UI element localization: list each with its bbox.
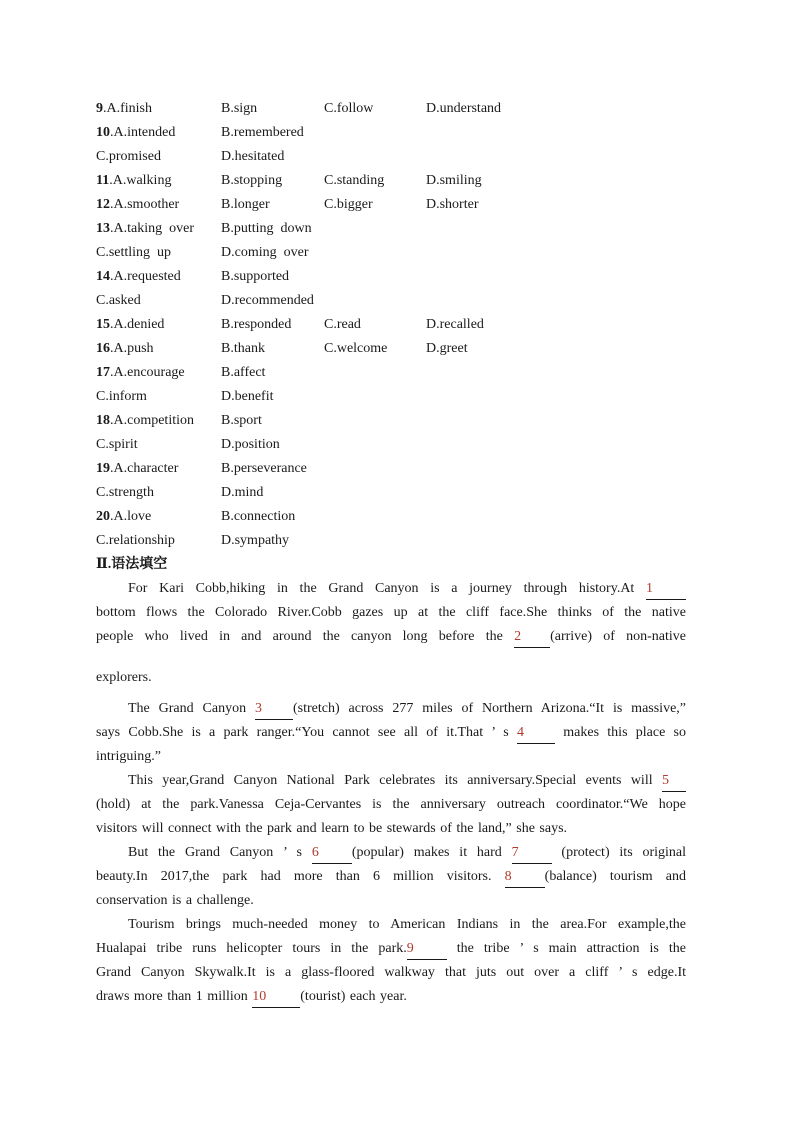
question-number: 17: [96, 365, 110, 380]
passage-line: people who lived in and around the canyon long before the 2 (arrive) of non-native: [96, 625, 686, 649]
option-b: B.longer: [221, 197, 270, 212]
option-b: B.remembered: [221, 125, 304, 140]
answer-blank-4[interactable]: 4: [517, 723, 555, 744]
option-d: D.mind: [221, 485, 264, 500]
answer-blank-1[interactable]: 1: [646, 579, 686, 600]
option-c: C.welcome: [324, 341, 388, 356]
option-a: .A.character: [110, 461, 179, 476]
passage-line: bottom flows the Colorado River.Cobb gazes up at the cliff face.She thinks of the native: [96, 605, 686, 620]
option-b: B.thank: [221, 341, 265, 356]
option-b: B.affect: [221, 365, 266, 380]
option-d: D.greet: [426, 341, 468, 356]
option-a: .A.finish: [103, 101, 152, 116]
option-b: B.responded: [221, 317, 292, 332]
passage-line: For Kari Cobb,hiking in the Grand Canyon is a journey through history.At 1: [128, 577, 686, 601]
option-c: C.follow: [324, 101, 374, 116]
option-a: .A.push: [110, 341, 154, 356]
option-c: C.bigger: [324, 197, 373, 212]
passage-line: beauty.In 2017,the park had more than 6 million visitors. 8 (balance) tourism and: [96, 865, 686, 889]
option-d: D.smiling: [426, 173, 482, 188]
option-a: .A.walking: [109, 173, 172, 188]
option-c: C.strength: [96, 485, 154, 500]
answer-blank-5[interactable]: 5: [662, 771, 686, 792]
option-b: B.putting down: [221, 221, 312, 236]
question-number: 10: [96, 125, 110, 140]
passage-line: This year,Grand Canyon National Park celebrates its anniversary.Special events will 5: [128, 769, 686, 793]
option-c: C.asked: [96, 293, 141, 308]
option-a: .A.denied: [110, 317, 165, 332]
option-c: C.inform: [96, 389, 147, 404]
section-heading: Ⅱ.语法填空: [96, 557, 168, 572]
option-c: C.settling up: [96, 245, 172, 260]
question-number: 14: [96, 269, 110, 284]
passage-line: draws more than 1 million 10 (tourist) each year.: [96, 985, 686, 1009]
passage-line: says Cobb.She is a park ranger.“You cannot see all of it.That ’ s 4 makes this place so: [96, 721, 686, 745]
question-number: 18: [96, 413, 110, 428]
passage-line: visitors will connect with the park and learn to be stewards of the land,” she says.: [96, 821, 568, 836]
question-number: 9: [96, 101, 103, 116]
option-a: .A.competition: [110, 413, 194, 428]
option-c: C.relationship: [96, 533, 175, 548]
passage-line: Tourism brings much-needed money to American Indians in the area.For example,the: [128, 917, 686, 932]
option-c: C.promised: [96, 149, 161, 164]
option-d: D.sympathy: [221, 533, 290, 548]
answer-blank-7[interactable]: 7: [512, 843, 552, 864]
passage-line: But the Grand Canyon ’ s 6 (popular) makes it hard 7 (protect) its original: [128, 841, 686, 865]
option-b: B.sign: [221, 101, 258, 116]
passage-line: Hualapai tribe runs helicopter tours in the park.9 the tribe ’ s main attraction is the: [96, 937, 686, 961]
option-d: D.coming over: [221, 245, 309, 260]
answer-blank-8[interactable]: 8: [505, 867, 545, 888]
question-number: 16: [96, 341, 110, 356]
option-a: .A.love: [110, 509, 152, 524]
passage-line: (hold) at the park.Vanessa Ceja-Cervantes is the anniversary outreach coordinator.“We hope: [96, 797, 686, 812]
option-c: C.standing: [324, 173, 385, 188]
question-number: 13: [96, 221, 110, 236]
option-d: D.recommended: [221, 293, 314, 308]
option-d: D.understand: [426, 101, 502, 116]
option-d: D.hesitated: [221, 149, 285, 164]
option-a: .A.requested: [110, 269, 181, 284]
option-a: .A.encourage: [110, 365, 185, 380]
passage-line: explorers.: [96, 670, 152, 685]
answer-blank-6[interactable]: 6: [312, 843, 352, 864]
question-number: 11: [96, 173, 110, 188]
question-number: 12: [96, 197, 110, 212]
answer-blank-3[interactable]: 3: [255, 699, 293, 720]
option-d: D.recalled: [426, 317, 484, 332]
option-b: B.supported: [221, 269, 290, 284]
option-b: B.connection: [221, 509, 296, 524]
option-b: B.sport: [221, 413, 262, 428]
option-d: D.position: [221, 437, 280, 452]
answer-blank-9[interactable]: 9: [407, 939, 447, 960]
passage-line: intriguing.”: [96, 749, 161, 764]
option-c: C.read: [324, 317, 361, 332]
question-number: 15: [96, 317, 110, 332]
option-a: .A.smoother: [110, 197, 180, 212]
passage-line: conservation is a challenge.: [96, 893, 254, 908]
option-b: B.perseverance: [221, 461, 307, 476]
passage-line: The Grand Canyon 3 (stretch) across 277 miles of Northern Arizona.“It is massive,”: [128, 697, 686, 721]
question-number: 20: [96, 509, 110, 524]
option-d: D.shorter: [426, 197, 479, 212]
option-a: .A.taking over: [110, 221, 194, 236]
option-a: .A.intended: [110, 125, 176, 140]
answer-blank-10[interactable]: 10: [252, 987, 300, 1008]
question-number: 19: [96, 461, 110, 476]
option-c: C.spirit: [96, 437, 138, 452]
option-d: D.benefit: [221, 389, 274, 404]
option-b: B.stopping: [221, 173, 283, 188]
answer-blank-2[interactable]: 2: [514, 627, 550, 648]
passage-line: Grand Canyon Skywalk.It is a glass-floored walkway that juts out over a cliff ’ s edge.It: [96, 965, 686, 980]
